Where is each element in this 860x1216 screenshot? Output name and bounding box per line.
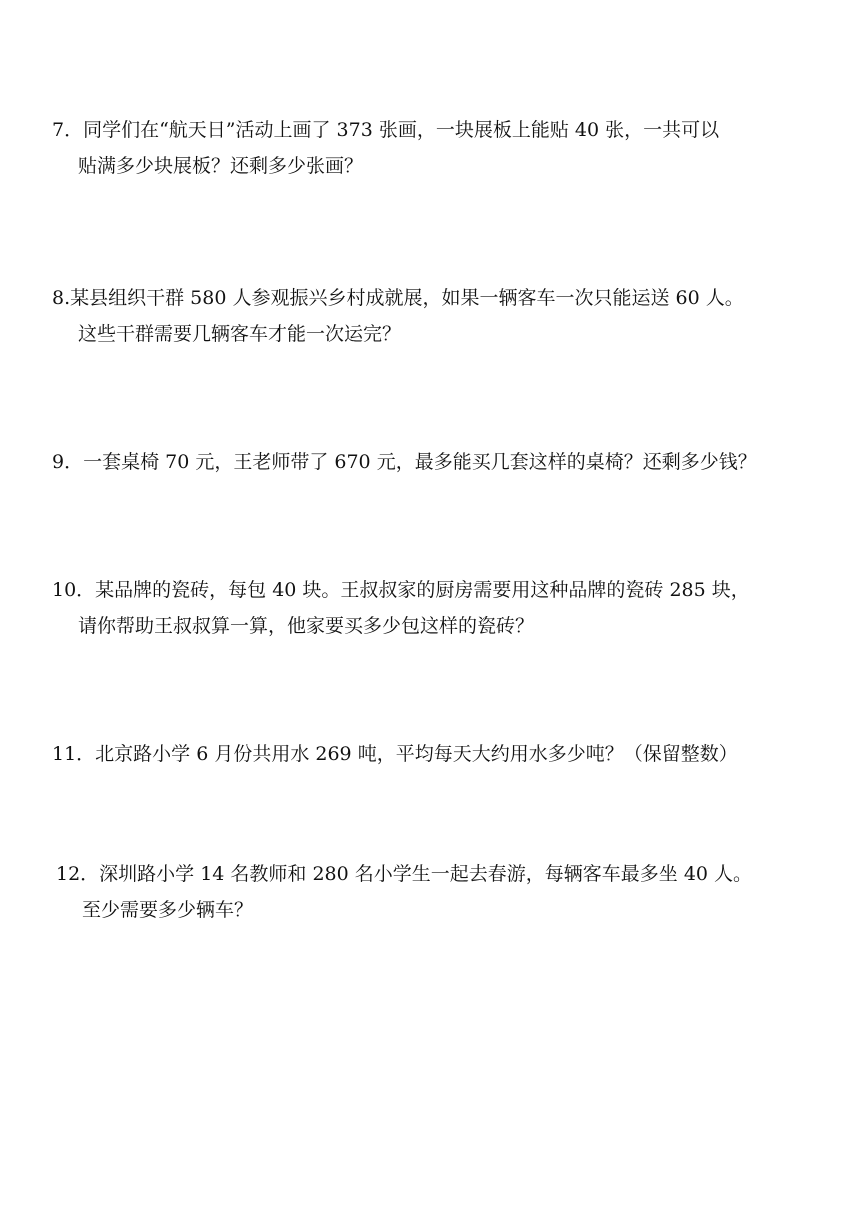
problem-7-line-1: 7．同学们在“航天日”活动上画了 373 张画，一块展板上能贴 40 张，一共可以: [52, 119, 720, 141]
problem-10-line-1: 10．某品牌的瓷砖，每包 40 块。王叔叔家的厨房需要用这种品牌的瓷砖 285 块，: [52, 579, 750, 601]
problem-7-line-2: 贴满多少块展板？还剩多少张画？: [78, 155, 364, 177]
problem-10: [52, 572, 812, 644]
problem-12-line-1: 12．深圳路小学 14 名教师和 280 名小学生一起去春游，每辆客车最多坐 40 人。: [56, 863, 753, 885]
problem-10-line-2: 请你帮助王叔叔算一算，他家要买多少包这样的瓷砖？: [78, 615, 535, 637]
problem-7: [52, 112, 812, 184]
problem-8-line-2: 这些干群需要几辆客车才能一次运完？: [78, 323, 402, 345]
problem-8: [52, 280, 812, 352]
problem-12-line-2: 至少需要多少辆车？: [82, 899, 254, 921]
problem-8-line-1: 8.某县组织干群 580 人参观振兴乡村成就展，如果一辆客车一次只能运送 60 人。: [52, 287, 744, 309]
problem-11: [52, 736, 812, 772]
problem-9-line-1: 9．一套桌椅 70 元，王老师带了 670 元，最多能买几套这样的桌椅？还剩多少钱？: [52, 451, 757, 473]
problem-9: [52, 444, 812, 480]
problem-11-line-1: 11．北京路小学 6 月份共用水 269 吨，平均每天大约用水多少吨？（保留整数）: [52, 743, 738, 765]
problem-12: [56, 856, 816, 928]
